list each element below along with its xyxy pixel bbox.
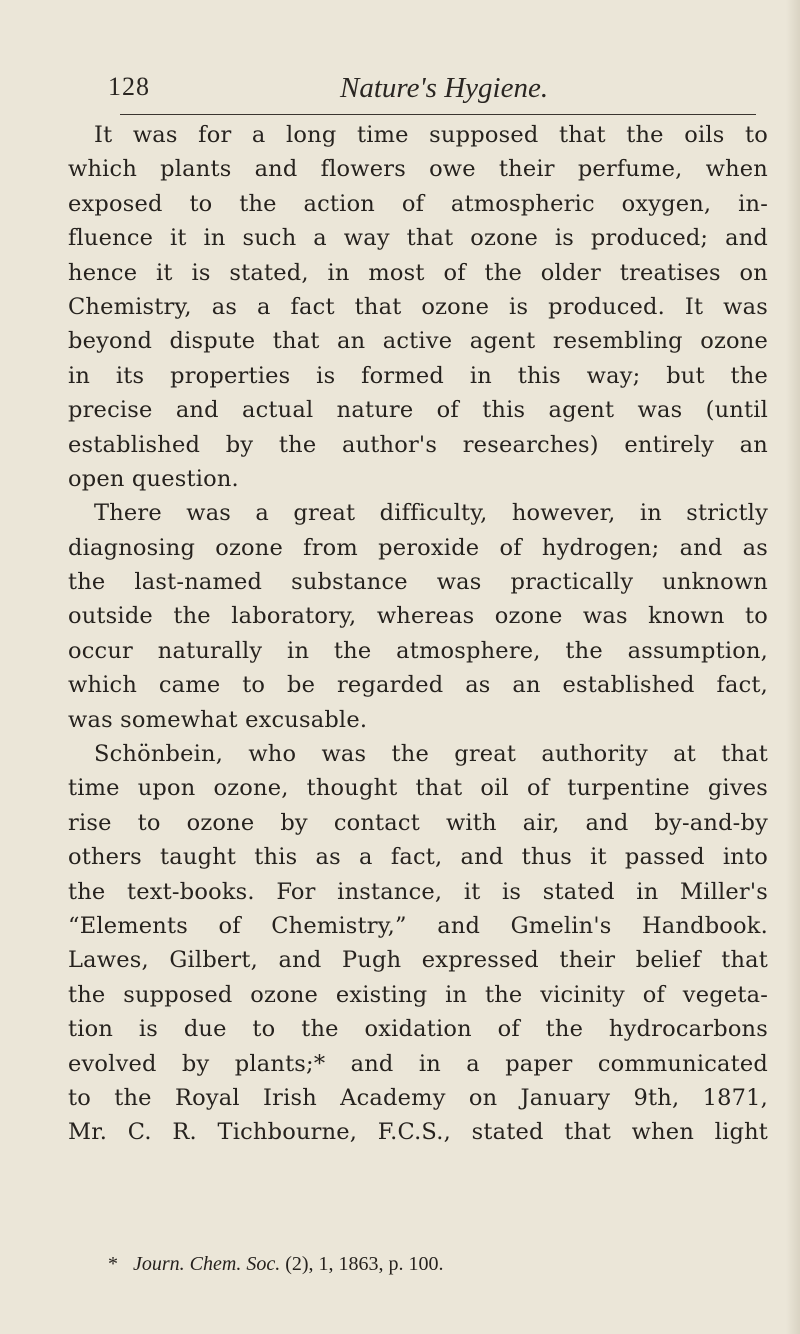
header-rule [120,114,756,115]
text-line: rise to ozone by contact with air, and by-and-by [68,809,768,836]
text-line: the supposed ozone existing in the vicinity of vegeta- [68,981,768,1008]
footnote-mark: * [108,1253,118,1275]
text-line: hence it is stated, in most of the older treatises on [68,259,768,286]
text-line: the text-books. For instance, it is stated in Miller's [68,878,768,905]
text-line: was somewhat excusable. [68,706,368,733]
body-text [68,118,768,1150]
text-line: which plants and flowers owe their perfume, when [68,156,768,183]
text-line: Lawes, Gilbert, and Pugh expressed their belief that [68,947,768,974]
text-line: Schönbein, who was the great authority at that [94,741,768,768]
text-line: evolved by plants;* and in a paper communicated [68,1050,768,1077]
text-line: diagnosing ozone from peroxide of hydrogen; and as [68,534,768,561]
text-line: beyond dispute that an active agent resembling ozone [68,328,768,355]
text-line: Chemistry, as a fact that ozone is produced. It was [68,293,768,320]
text-line: outside the laboratory, whereas ozone was known to [68,603,768,630]
text-line: tion is due to the oxidation of the hydrocarbons [68,1016,768,1043]
page-header [108,72,768,108]
text-line: There was a great difficulty, however, in strictly [94,500,768,527]
text-line: established by the author's researches) entirely an [68,431,768,458]
text-line: It was for a long time supposed that the oils to [94,122,768,148]
text-line: precise and actual nature of this agent was (until [68,397,768,424]
text-line: which came to be regarded as an established fact, [68,672,768,699]
text-line: Mr. C. R. Tichbourne, F.C.S., stated that when light [68,1119,768,1146]
running-title: Nature's Hygiene. [340,72,549,104]
text-line: occur naturally in the atmosphere, the assumption, [68,637,768,664]
text-line: time upon ozone, thought that oil of turpentine gives [68,775,768,802]
text-line: exposed to the action of atmospheric oxygen, in- [68,190,768,217]
text-line: fluence it in such a way that ozone is produced; and [68,225,768,252]
page-edge-shadow [786,0,800,1334]
text-line: in its properties is formed in this way; but the [68,362,768,389]
text-line: “Elements of Chemistry,” and Gmelin's Handbook. [68,912,768,939]
footnote [108,1253,708,1276]
text-line: open question. [68,465,239,492]
page-number: 128 [108,72,150,101]
text-line: the last-named substance was practically unknown [68,569,768,596]
text-line: others taught this as a fact, and thus it passed into [68,844,768,871]
footnote-journal: Journ. Chem. Soc. [133,1253,281,1275]
text-line: to the Royal Irish Academy on January 9th, 1871, [68,1084,768,1111]
footnote-reference: (2), 1, 1863, p. 100. [285,1253,444,1275]
